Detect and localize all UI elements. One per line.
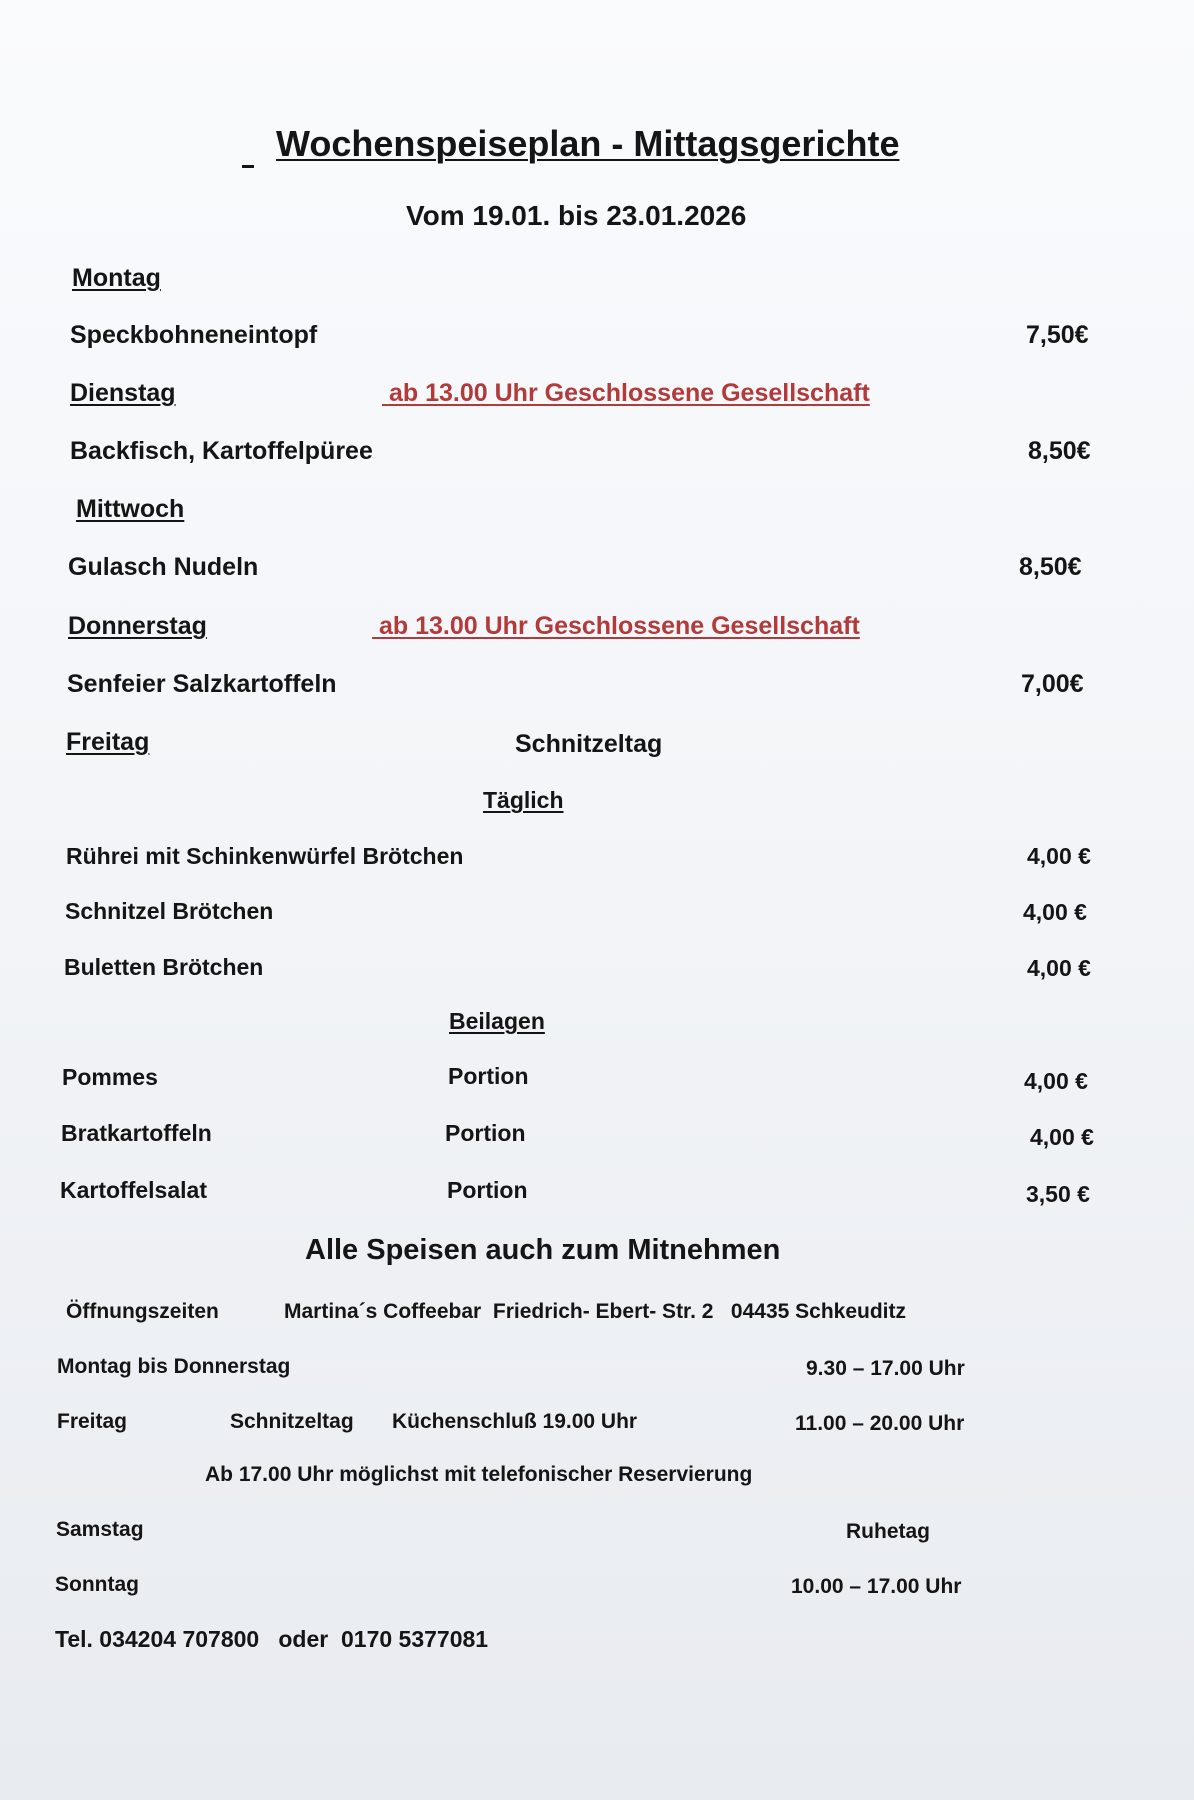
dish-tuesday: Backfisch, Kartoffelpüree <box>70 437 373 465</box>
address: Martina´s Coffeebar Friedrich- Ebert- Str. 2 04435 Schkeuditz <box>284 1300 907 1323</box>
daily-heading: Täglich <box>483 787 564 813</box>
side-item-1: Pommes <box>62 1064 158 1090</box>
day-tuesday: Dienstag <box>70 379 176 407</box>
dish-wednesday: Gulasch Nudeln <box>68 553 259 581</box>
day-wednesday: Mittwoch <box>76 495 185 523</box>
side-price-1: 4,00 € <box>1024 1068 1088 1094</box>
hours-label: Öffnungszeiten <box>66 1300 219 1323</box>
price-tuesday: 8,50€ <box>1028 437 1091 465</box>
daily-price-2: 4,00 € <box>1023 899 1087 925</box>
takeaway-note: Alle Speisen auch zum Mitnehmen <box>305 1234 781 1266</box>
daily-price-1: 4,00 € <box>1027 843 1091 869</box>
fri-hours: 11.00 – 20.00 Uhr <box>795 1412 965 1435</box>
daily-item-3: Buletten Brötchen <box>64 954 264 980</box>
price-thursday: 7,00€ <box>1021 670 1084 698</box>
day-monday: Montag <box>72 264 161 292</box>
note-thursday: ab 13.00 Uhr Geschlossene Gesellschaft <box>379 612 860 640</box>
sides-heading: Beilagen <box>449 1008 545 1034</box>
daily-item-2: Schnitzel Brötchen <box>65 898 274 924</box>
sun-hours: 10.00 – 17.00 Uhr <box>791 1575 962 1598</box>
side-unit-2: Portion <box>445 1120 526 1146</box>
day-friday: Freitag <box>66 728 150 756</box>
side-item-3: Kartoffelsalat <box>60 1177 207 1203</box>
daily-price-3: 4,00 € <box>1027 955 1091 981</box>
date-range: Vom 19.01. bis 23.01.2026 <box>406 200 747 231</box>
page-title: Wochenspeiseplan - Mittagsgerichte <box>276 123 900 164</box>
fri-kitchen: Küchenschluß 19.00 Uhr <box>392 1410 638 1433</box>
phone: Tel. 034204 707800 oder 0170 5377081 <box>55 1626 489 1652</box>
note-tuesday: ab 13.00 Uhr Geschlossene Gesellschaft <box>389 379 870 407</box>
dish-monday: Speckbohneneintopf <box>70 321 318 349</box>
daily-item-1: Rührei mit Schinkenwürfel Brötchen <box>66 843 464 869</box>
title-dash <box>242 165 254 168</box>
sat-hours: Ruhetag <box>846 1520 930 1543</box>
fri-label: Freitag <box>57 1410 128 1433</box>
friday-special: Schnitzeltag <box>515 730 663 758</box>
sat-label: Samstag <box>56 1518 144 1541</box>
side-price-2: 4,00 € <box>1030 1124 1094 1150</box>
dish-thursday: Senfeier Salzkartoffeln <box>67 670 337 698</box>
mon-thu-label: Montag bis Donnerstag <box>57 1355 291 1378</box>
side-price-3: 3,50 € <box>1026 1181 1090 1207</box>
side-item-2: Bratkartoffeln <box>61 1120 212 1146</box>
price-wednesday: 8,50€ <box>1019 553 1082 581</box>
fri-special: Schnitzeltag <box>230 1410 354 1433</box>
mon-thu-hours: 9.30 – 17.00 Uhr <box>806 1357 965 1380</box>
sun-label: Sonntag <box>55 1573 139 1596</box>
day-thursday: Donnerstag <box>68 612 207 640</box>
reservation-note: Ab 17.00 Uhr möglichst mit telefonischer Reservierung <box>205 1463 753 1486</box>
side-unit-1: Portion <box>448 1063 529 1089</box>
side-unit-3: Portion <box>447 1177 528 1203</box>
price-monday: 7,50€ <box>1026 321 1089 349</box>
